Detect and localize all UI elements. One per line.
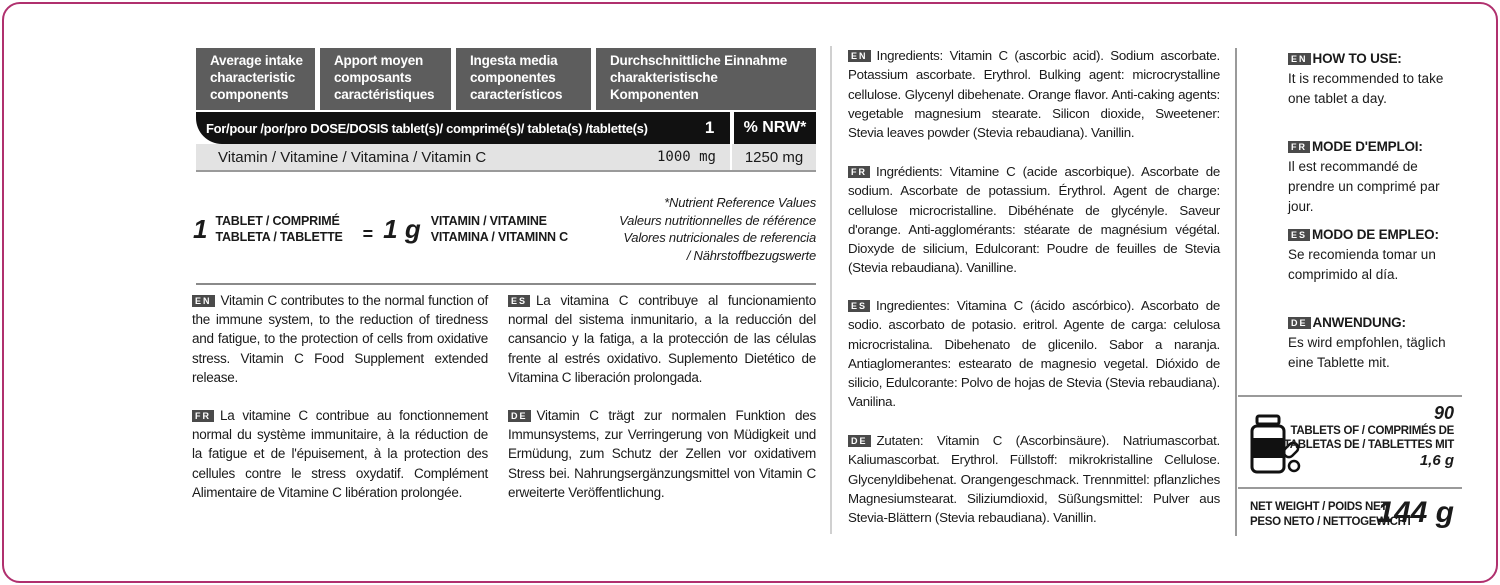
row-main bbox=[196, 144, 730, 170]
dose-band bbox=[196, 112, 816, 144]
nutrient-nrv: 1250 mg bbox=[730, 144, 816, 170]
tablet-count-label-2: TABLETAS DE / TABLETTES MIT bbox=[1283, 439, 1454, 451]
ingredients-text: Zutaten: Vitamin C (Ascorbinsäure). Natriumascorbat. Kaliumascorbat. Erythrol. Füllstoff: mikrokristalline Cellulose. Glycenyldibehenat. Orangengeschmack. Trennmittel: pflanzliches Magnesiumstearat. Siliziumdioxid, Süßungsmittel: Pulver aus Stevia-Blättern (Stevia rebaudiana). Vanillin. bbox=[848, 433, 1220, 526]
tablet-label-line1: TABLET / COMPRIMÉ bbox=[215, 214, 340, 228]
lang-tag-en: EN bbox=[848, 50, 871, 62]
net-weight-label-2: PESO NETO / NETTOGEWICHT bbox=[1250, 516, 1413, 528]
lang-tag-de: DE bbox=[1288, 317, 1311, 329]
claim-text: La vitamine C contribue au fonctionnement normal du système immunitaire, à la réduction de la fatigue et de l'épuisement, à la protection des cellules contre le stress oxydatif. Complément Alimentaire de Vitamine C libération prolongée. bbox=[192, 408, 488, 500]
lang-tag-fr: FR bbox=[192, 410, 214, 422]
how-to-use-title bbox=[1288, 225, 1466, 245]
ingredients-text: Ingredients: Vitamin C (ascorbic acid). Sodium ascorbate. Potassium ascorbate. Erythrol. Bulking agent: microcrystalline cellulose. Glycenyl dibehenate. Orange flavor. Anti-caking agents: vegetable magnesium stearate. Silicon dioxide, Sweetener: Stevia leaves powder (Stevia rebaudiana). Vanillin. bbox=[848, 48, 1220, 141]
nrv-footnote bbox=[600, 194, 816, 264]
claim-de bbox=[508, 406, 816, 502]
table-row bbox=[196, 144, 816, 172]
vitamin-weight: 1 g bbox=[383, 213, 421, 244]
title-text: HOW TO USE: bbox=[1312, 51, 1402, 66]
lang-tag-en: EN bbox=[1288, 53, 1311, 65]
nrv-footnote-fr: Valeurs nutritionnelles de référence bbox=[619, 212, 816, 228]
ingredients-text: Ingredientes: Vitamina C (ácido ascórbico). Ascorbato de sodio. ascorbato de potasio. eritrol. Agente de carga: celulosa microcristalina. Dibehenato de glicenilo. Sabor a naranja. Antiaglomerantes: estearato de magnesio vegetal. Dióxido de silicio, Edulcorante: Polvo de hojas de Stevia (Stevia rebaudiana). Vanilina. bbox=[848, 298, 1220, 410]
lang-tag-es: ES bbox=[508, 295, 530, 307]
equals-sign: = bbox=[362, 223, 374, 244]
how-to-use-text: Es wird empfohlen, täglich eine Tablette mit. bbox=[1288, 335, 1446, 370]
lang-tag-en: EN bbox=[192, 295, 215, 307]
header-de: Durchschnittliche Einnahme charakteristische Komponenten bbox=[610, 53, 788, 102]
net-weight-value: 144 g bbox=[1377, 496, 1454, 529]
lang-tag-de: DE bbox=[508, 410, 531, 422]
net-weight-label-1: NET WEIGHT / POIDS NET bbox=[1250, 501, 1388, 513]
how-to-use-text: Se recomienda tomar un comprimido al día. bbox=[1288, 247, 1436, 282]
nutrient-name: Vitamin / Vitamine / Vitamina / Vitamin C bbox=[218, 148, 487, 166]
how-to-use-es bbox=[1288, 225, 1466, 285]
tablet-label-line2: TABLETA / TABLETTE bbox=[215, 230, 343, 244]
how-to-use-title bbox=[1288, 49, 1466, 69]
title-text: MODO DE EMPLEO: bbox=[1312, 227, 1439, 242]
claim-en bbox=[192, 291, 488, 387]
divider bbox=[1235, 48, 1237, 536]
ingredients-fr bbox=[848, 162, 1220, 278]
dose-quantity: 1 bbox=[704, 118, 714, 137]
nrv-footnote-es: Valores nutricionales de referencia bbox=[623, 230, 816, 245]
how-to-use-de bbox=[1288, 313, 1466, 373]
divider bbox=[1238, 487, 1462, 489]
header-es: Ingesta media componentes característicos bbox=[456, 48, 596, 110]
header-fr: Apport moyen composants caractéristiques bbox=[320, 48, 456, 110]
ingredients-es bbox=[848, 296, 1220, 412]
dose-band-main bbox=[196, 112, 730, 144]
tablet-count-block bbox=[1284, 403, 1454, 469]
how-to-use-title bbox=[1288, 137, 1466, 157]
nrv-footnote-de: / Nährstoffbezugswerte bbox=[686, 247, 816, 263]
claim-text: Vitamin C contributes to the normal function of the immune system, to the reduction of tiredness and fatigue, to the protection of cells from oxidative stress. Vitamin C Food Supplement extended release. bbox=[192, 293, 488, 385]
claim-text: Vitamin C trägt zur normalen Funktion des Immunsystems, zur Verringerung von Müdigkeit und Ermüdung, zum Schutz der Zellen vor oxidativem Stress bei. Nahrungsergänzungsmittel von Vitamin C erweiterte Veröffentlichung. bbox=[508, 408, 816, 500]
lang-tag-fr: FR bbox=[848, 166, 870, 178]
lang-tag-fr: FR bbox=[1288, 141, 1310, 153]
tablet-weight: 1,6 g bbox=[1419, 452, 1454, 469]
how-to-use-fr bbox=[1288, 137, 1466, 217]
tablet-count: 1 bbox=[193, 213, 208, 244]
lang-tag-de: DE bbox=[848, 435, 871, 447]
divider bbox=[196, 283, 816, 285]
title-text: MODE D'EMPLOI: bbox=[1312, 139, 1423, 154]
tablet-label bbox=[215, 213, 342, 245]
ingredients-en bbox=[848, 46, 1220, 142]
vitamin-label-line1: VITAMIN / VITAMINE bbox=[430, 214, 547, 228]
ingredients-de bbox=[848, 431, 1220, 527]
nutrition-header bbox=[196, 48, 816, 110]
claim-fr bbox=[192, 406, 488, 502]
divider bbox=[830, 46, 832, 534]
how-to-use-text: It is recommended to take one tablet a day. bbox=[1288, 71, 1444, 106]
lang-tag-es: ES bbox=[1288, 229, 1310, 241]
nrv-footnote-en: *Nutrient Reference Values bbox=[664, 195, 816, 210]
dose-label: For/pour /por/pro DOSE/DOSIS tablet(s)/ comprimé(s)/ tableta(s) /tablette(s) bbox=[206, 120, 648, 136]
claim-text: La vitamina C contribuye al funcionamiento normal del sistema inmunitario, a la reducción del cansancio y la fatiga, a la protección de las células frente al estrés oxidativo. Suplemento Dietético de Vitamina C liberación prolongada. bbox=[508, 293, 816, 385]
tablet-equivalence bbox=[193, 213, 568, 245]
claim-es bbox=[508, 291, 816, 387]
how-to-use-title bbox=[1288, 313, 1466, 333]
ingredients-text: Ingrédients: Vitamine C (acide ascorbique). Ascorbate de sodium. Ascorbate de potassium. Érythrol. Agent de charge: cellulose microcristalline. Dibéhénate de glycényle. Saveur d'orange. Anti-agglomérants: stéarate de magnésium végétal. Dioxyde de silicium, Edulcorant: Poudre de feuilles de Stevia (Stevia rebaudiana). Vanilline. bbox=[848, 164, 1220, 276]
how-to-use-text: Il est recommandé de prendre un comprimé par jour. bbox=[1288, 159, 1440, 214]
vitamin-label-line2: VITAMINA / VITAMINN C bbox=[430, 230, 568, 244]
nutrient-amount: 1000 mg bbox=[656, 149, 716, 165]
title-text: ANWENDUNG: bbox=[1312, 315, 1406, 330]
divider bbox=[1238, 395, 1462, 397]
vitamin-label bbox=[431, 213, 568, 245]
tablet-count-label-1: TABLETS OF / COMPRIMÉS DE bbox=[1290, 425, 1454, 437]
header-en: Average intake characteristic components bbox=[196, 48, 320, 110]
nrv-header: % NRW* bbox=[730, 112, 816, 144]
tablet-count-value: 90 bbox=[1433, 403, 1454, 423]
lang-tag-es: ES bbox=[848, 300, 870, 312]
nutrition-table bbox=[196, 48, 816, 172]
how-to-use-en bbox=[1288, 49, 1466, 109]
